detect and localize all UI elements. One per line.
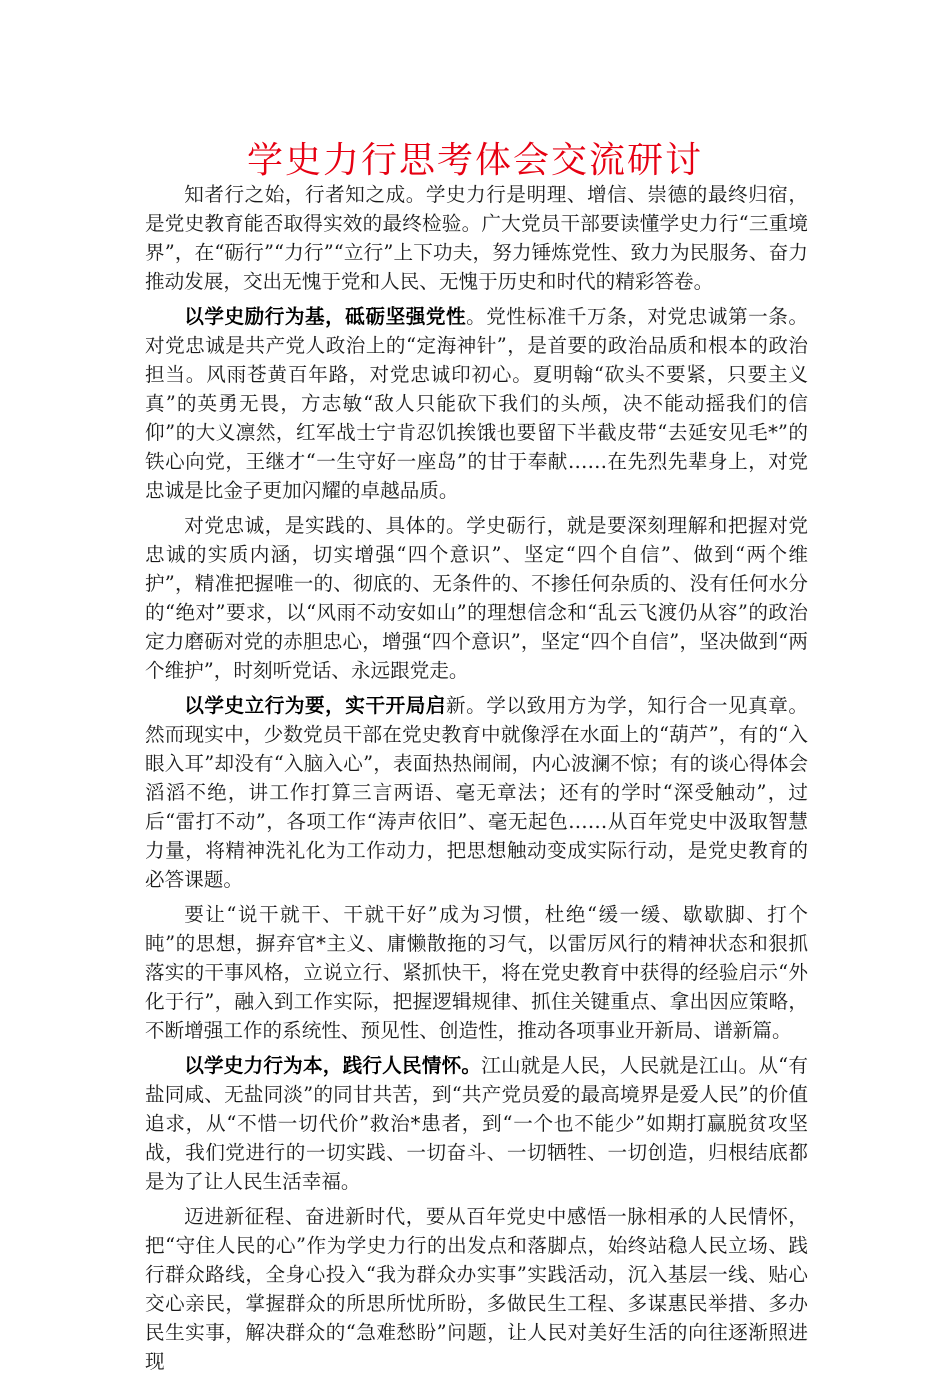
paragraph-action-habits (145, 900, 808, 1045)
paragraph-loyalty (145, 302, 808, 505)
paragraph-text: 要让“说干就干、干就干好”成为习惯，杜绝“缓一缓、歇歇脚、打个盹”的思想，摒弃官*主义、庸懒散拖的习气，以雷厉风行的精神状态和狠抓落实的干事风格，立说立行、紧抓快干，将在党史教育中获得的经验启示“外化于行”，融入到工作实际，把握逻辑规律、抓住关键重点、拿出因应策略，不断增强工作的系统性、预见性、创造性，推动各项事业开新局、谱新篇。 (145, 903, 808, 1042)
paragraph-text: 知者行之始，行者知之成。学史力行是明理、增信、崇德的最终归宿，是党史教育能否取得实效的最终检验。广大党员干部要读懂学史力行“三重境界”，在“砺行”“力行”“立行”上下功夫，努力锤炼党性、致力为民服务、奋力推动发展，交出无愧于党和人民、无愧于历史和时代的精彩答卷。 (145, 183, 808, 293)
paragraph-lead-heading: 以学史励行为基，砥砺坚强党性 (184, 305, 467, 328)
paragraph-text: 迈进新征程、奋进新时代，要从百年党史中感悟一脉相承的人民情怀，把“守住人民的心”作为学史力行的出发点和落脚点，始终站稳人民立场、践行群众路线，全身心投入“我为群众办实事”实践活动，沉入基层一线、贴心交心亲民，掌握群众的所思所忧所盼，多做民生工程、多谋惠民举措、多办民生实事，解决群众的“急难愁盼”问题，让人民对美好生活的向往逐渐照进现 (145, 1205, 808, 1373)
document-body (145, 180, 808, 1382)
paragraph-text: 对党忠诚，是实践的、具体的。学史砺行，就是要深刻理解和把握对党忠诚的实质内涵，切实增强“四个意识”、坚定“四个自信”、做到“两个维护”，精准把握唯一的、彻底的、无条件的、不掺任何杂质的、没有任何水分的“绝对”要求，以“风雨不动安如山”的理想信念和“乱云飞渡仍从容”的政治定力磨砺对党的赤胆忠心，增强“四个意识”，坚定“四个自信”，坚决做到“两个维护”，时刻听党话、永远跟党走。 (145, 514, 808, 682)
paragraph-text: 江山就是人民，人民就是江山。从“有盐同咸、无盐同淡”的同甘共苦，到“共产党员爱的最高境界是爱人民”的价值追求，从“不惜一切代价”救治*患者，到“一个也不能少”如期打赢脱贫攻坚战，我们党进行的一切实践、一切奋斗、一切牺牲、一切创造，归根结底都是为了让人民生活幸福。 (145, 1054, 808, 1193)
paragraph-new-era (145, 1202, 808, 1376)
paragraph-people (145, 1051, 808, 1196)
paragraph-intro (145, 180, 808, 296)
document-title: 学史力行思考体会交流研讨 (246, 140, 703, 181)
paragraph-lead-heading: 以学史立行为要，实干开局启 (184, 694, 447, 717)
paragraph-lead-heading: 以学史力行为本，践行人民情怀。 (184, 1054, 482, 1077)
paragraph-text: 。党性标准千万条，对党忠诚第一条。对党忠诚是共产党人政治上的“定海神针”，是首要的政治品质和根本的政治担当。风雨苍黄百年路，对党忠诚印初心。夏明翰“砍头不要紧，只要主义真”的英勇无畏，方志敏“敌人只能砍下我们的头颅，决不能动摇我们的信仰”的大义凛然，红军战士宁肯忍饥挨饿也要留下半截皮带“去延安见毛*”的铁心向党，王继才“一生守好一座岛”的甘于奉献……在先烈先辈身上，对党忠诚是比金子更加闪耀的卓越品质。 (145, 305, 808, 502)
paragraph-loyalty-practice (145, 511, 808, 685)
paragraph-text: 新。学以致用方为学，知行合一见真章。然而现实中，少数党员干部在党史教育中就像浮在水面上的“葫芦”，有的“入眼入耳”却没有“入脑入心”，表面热热闹闹，内心波澜不惊；有的谈心得体会滔滔不绝，讲工作打算三言两语、毫无章法；还有的学时“深受触动”，过后“雷打不动”，各项工作“涛声依旧”、毫无起色……从百年党史中汲取智慧力量，将精神洗礼化为工作动力，把思想触动变成实际行动，是党史教育的必答课题。 (145, 694, 808, 891)
paragraph-action (145, 691, 808, 894)
